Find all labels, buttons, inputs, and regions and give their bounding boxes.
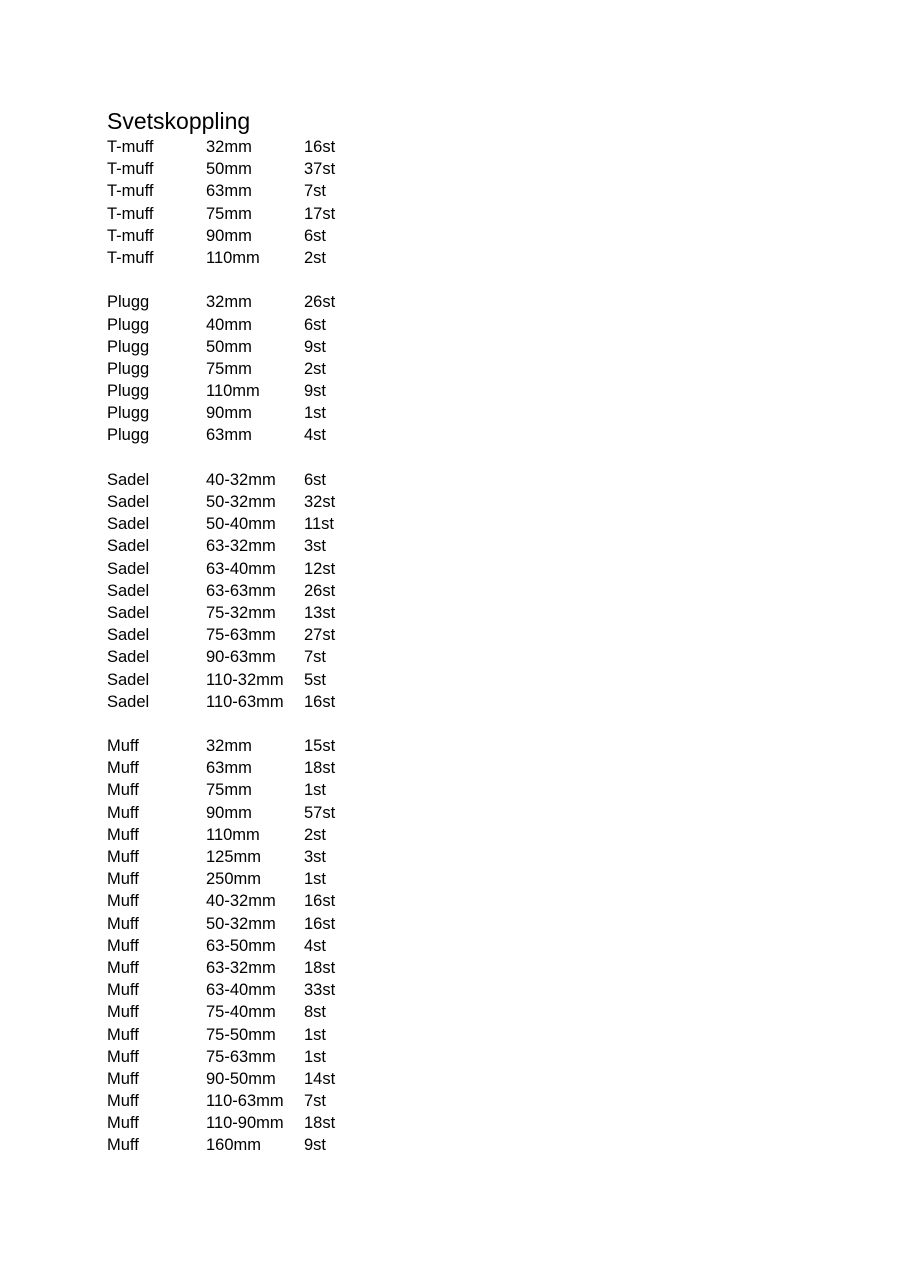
- size-cell: 75-50mm: [206, 1025, 276, 1044]
- size-cell: 90mm: [206, 226, 252, 245]
- list-row: [107, 1112, 364, 1134]
- quantity-cell: 6st: [304, 315, 327, 334]
- size-cell: 90-50mm: [206, 1069, 276, 1088]
- list-row: [107, 935, 364, 957]
- size-cell: 110-63mm: [206, 1092, 284, 1111]
- size-cell: 90mm: [206, 404, 252, 423]
- quantity-cell: 14st: [304, 1069, 336, 1088]
- list-row: [107, 890, 364, 912]
- type-cell: T-muff: [107, 182, 154, 201]
- quantity-cell: 16st: [304, 914, 336, 933]
- quantity-cell: 16st: [304, 892, 336, 911]
- type-cell: Sadel: [107, 670, 150, 689]
- list-row: [107, 1001, 364, 1023]
- list-row: [107, 136, 364, 158]
- list-row: [107, 336, 364, 358]
- quantity-cell: 26st: [304, 293, 336, 312]
- type-cell: Sadel: [107, 581, 150, 600]
- quantity-cell: 6st: [304, 470, 327, 489]
- list-row: [107, 180, 364, 202]
- type-cell: Plugg: [107, 337, 150, 356]
- size-cell: 50-32mm: [206, 493, 276, 511]
- type-cell: Muff: [107, 1069, 139, 1088]
- size-cell: 75-40mm: [206, 1003, 276, 1022]
- quantity-cell: 9st: [304, 337, 327, 356]
- group-muff: [107, 735, 364, 1157]
- list-row: [107, 868, 364, 890]
- list-row: [107, 957, 364, 979]
- list-row: [107, 158, 364, 180]
- size-cell: 50-32mm: [206, 914, 276, 933]
- list-row: [107, 225, 364, 247]
- size-cell: 40-32mm: [206, 470, 276, 489]
- quantity-cell: 5st: [304, 670, 327, 689]
- quantity-cell: 9st: [304, 382, 327, 401]
- size-cell: 90mm: [206, 803, 252, 822]
- size-cell: 63-32mm: [206, 537, 276, 556]
- list-row: [107, 291, 364, 313]
- type-cell: Plugg: [107, 382, 150, 401]
- quantity-cell: 1st: [304, 1025, 327, 1044]
- type-cell: Muff: [107, 870, 139, 889]
- quantity-cell: 57st: [304, 803, 336, 822]
- quantity-cell: 3st: [304, 537, 327, 556]
- size-cell: 110-63mm: [206, 692, 284, 711]
- type-cell: Muff: [107, 781, 139, 800]
- size-cell: 32mm: [206, 293, 252, 312]
- list-row: [107, 646, 364, 668]
- size-cell: 250mm: [206, 870, 262, 889]
- size-cell: 40-32mm: [206, 892, 276, 911]
- list-row: [107, 624, 364, 646]
- group-t-muff: [107, 136, 364, 269]
- list-row: [107, 402, 364, 424]
- inventory-list: [107, 136, 364, 1157]
- size-cell: 63-40mm: [206, 559, 276, 578]
- type-cell: Sadel: [107, 515, 150, 534]
- size-cell: 110mm: [206, 382, 260, 401]
- list-row: [107, 247, 364, 269]
- list-row: [107, 580, 364, 602]
- list-row: [107, 779, 364, 801]
- quantity-cell: 32st: [304, 493, 336, 511]
- type-cell: Muff: [107, 737, 139, 756]
- list-row: [107, 1068, 364, 1090]
- type-cell: Sadel: [107, 626, 150, 645]
- quantity-cell: 8st: [304, 1003, 327, 1022]
- size-cell: 75-32mm: [206, 603, 276, 622]
- type-cell: T-muff: [107, 226, 154, 245]
- list-row: [107, 669, 364, 691]
- size-cell: 50mm: [206, 160, 252, 179]
- quantity-cell: 27st: [304, 626, 336, 645]
- quantity-cell: 1st: [304, 870, 327, 889]
- type-cell: Sadel: [107, 493, 150, 511]
- list-row: [107, 1134, 364, 1156]
- size-cell: 63mm: [206, 182, 252, 201]
- type-cell: T-muff: [107, 204, 154, 223]
- list-row: [107, 380, 364, 402]
- size-cell: 63-50mm: [206, 936, 276, 955]
- type-cell: Muff: [107, 981, 139, 1000]
- list-row: [107, 757, 364, 779]
- type-cell: Plugg: [107, 359, 150, 378]
- list-row: [107, 1090, 364, 1112]
- type-cell: T-muff: [107, 160, 154, 179]
- size-cell: 110-90mm: [206, 1114, 284, 1133]
- size-cell: 125mm: [206, 848, 262, 866]
- list-row: [107, 913, 364, 935]
- size-cell: 75mm: [206, 204, 252, 223]
- quantity-cell: 1st: [304, 1047, 327, 1066]
- type-cell: Muff: [107, 803, 139, 822]
- type-cell: Plugg: [107, 404, 150, 423]
- list-row: [107, 979, 364, 1001]
- type-cell: T-muff: [107, 248, 154, 267]
- list-row: [107, 491, 364, 513]
- size-cell: 160mm: [206, 1136, 262, 1155]
- quantity-cell: 6st: [304, 226, 327, 245]
- type-cell: Muff: [107, 1114, 139, 1133]
- list-row: [107, 1024, 364, 1046]
- quantity-cell: 26st: [304, 581, 336, 600]
- type-cell: Sadel: [107, 537, 150, 556]
- size-cell: 50-40mm: [206, 515, 276, 534]
- list-row: [107, 513, 364, 535]
- list-row: [107, 424, 364, 446]
- size-cell: 75-63mm: [206, 1047, 276, 1066]
- list-row: [107, 469, 364, 491]
- list-row: [107, 203, 364, 225]
- type-cell: Muff: [107, 958, 139, 977]
- size-cell: 40mm: [206, 315, 252, 334]
- quantity-cell: 7st: [304, 648, 327, 667]
- quantity-cell: 9st: [304, 1136, 327, 1155]
- quantity-cell: 13st: [304, 603, 336, 622]
- type-cell: Muff: [107, 914, 139, 933]
- type-cell: Plugg: [107, 426, 150, 445]
- size-cell: 50mm: [206, 337, 252, 356]
- type-cell: Muff: [107, 892, 139, 911]
- type-cell: Muff: [107, 1047, 139, 1066]
- size-cell: 63-32mm: [206, 958, 276, 977]
- quantity-cell: 33st: [304, 981, 336, 1000]
- size-cell: 90-63mm: [206, 648, 276, 667]
- type-cell: Muff: [107, 936, 139, 955]
- size-cell: 110mm: [206, 825, 260, 844]
- list-row: [107, 358, 364, 380]
- size-cell: 110-32mm: [206, 670, 284, 689]
- quantity-cell: 15st: [304, 737, 336, 756]
- list-row: [107, 802, 364, 824]
- quantity-cell: 17st: [304, 204, 336, 223]
- type-cell: Sadel: [107, 470, 150, 489]
- type-cell: Muff: [107, 1025, 139, 1044]
- type-cell: Sadel: [107, 603, 150, 622]
- size-cell: 63mm: [206, 426, 252, 445]
- size-cell: 63-40mm: [206, 981, 276, 1000]
- size-cell: 63-63mm: [206, 581, 276, 600]
- group-plugg: [107, 291, 364, 446]
- quantity-cell: 2st: [304, 359, 327, 378]
- quantity-cell: 4st: [304, 936, 327, 955]
- quantity-cell: 7st: [304, 182, 327, 201]
- size-cell: 75mm: [206, 359, 252, 378]
- quantity-cell: 3st: [304, 848, 327, 866]
- size-cell: 75mm: [206, 781, 252, 800]
- type-cell: T-muff: [107, 138, 154, 156]
- quantity-cell: 16st: [304, 692, 336, 711]
- list-row: [107, 314, 364, 336]
- list-row: [107, 846, 364, 868]
- document-title: Svetskoppling: [107, 108, 251, 134]
- list-row: [107, 735, 364, 757]
- list-row: [107, 602, 364, 624]
- list-row: [107, 824, 364, 846]
- document-page: [107, 106, 364, 1157]
- size-cell: 32mm: [206, 737, 252, 756]
- size-cell: 32mm: [206, 138, 252, 156]
- quantity-cell: 18st: [304, 759, 336, 778]
- type-cell: Muff: [107, 1092, 139, 1111]
- type-cell: Muff: [107, 825, 139, 844]
- type-cell: Sadel: [107, 692, 150, 711]
- type-cell: Plugg: [107, 315, 150, 334]
- size-cell: 75-63mm: [206, 626, 276, 645]
- quantity-cell: 18st: [304, 958, 336, 977]
- quantity-cell: 18st: [304, 1114, 336, 1133]
- type-cell: Sadel: [107, 559, 150, 578]
- list-row: [107, 558, 364, 580]
- group-sadel: [107, 469, 364, 713]
- type-cell: Plugg: [107, 293, 150, 312]
- type-cell: Muff: [107, 848, 139, 866]
- size-cell: 110mm: [206, 248, 260, 267]
- type-cell: Muff: [107, 759, 139, 778]
- list-row: [107, 1046, 364, 1068]
- quantity-cell: 11st: [304, 515, 334, 534]
- quantity-cell: 1st: [304, 404, 327, 423]
- quantity-cell: 2st: [304, 248, 327, 267]
- list-row: [107, 691, 364, 713]
- list-row: [107, 535, 364, 557]
- quantity-cell: 37st: [304, 160, 336, 179]
- quantity-cell: 4st: [304, 426, 327, 445]
- size-cell: 63mm: [206, 759, 252, 778]
- type-cell: Sadel: [107, 648, 150, 667]
- quantity-cell: 1st: [304, 781, 327, 800]
- quantity-cell: 2st: [304, 825, 327, 844]
- type-cell: Muff: [107, 1003, 139, 1022]
- type-cell: Muff: [107, 1136, 139, 1155]
- quantity-cell: 16st: [304, 138, 336, 156]
- quantity-cell: 12st: [304, 559, 336, 578]
- quantity-cell: 7st: [304, 1092, 327, 1111]
